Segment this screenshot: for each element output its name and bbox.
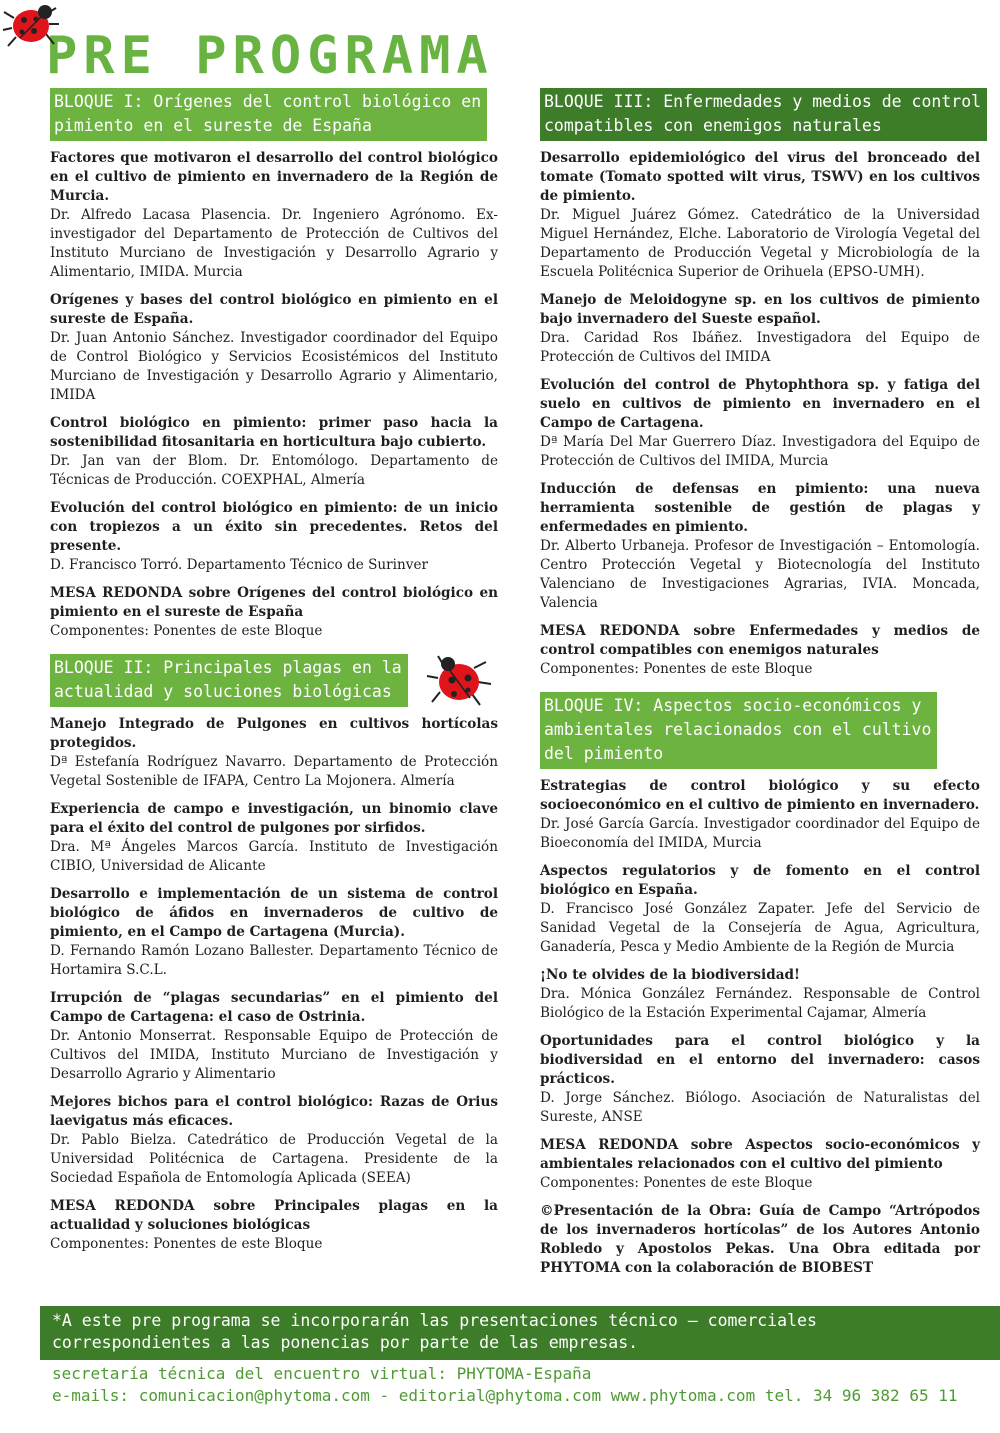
block2-round-table: MESA REDONDA sobre Principales plagas en la actualidad y soluciones biológicas Componentes: Ponentes de este Bloque bbox=[50, 1198, 498, 1252]
block1-item: Factores que motivaron el desarrollo del control biológico en el cultivo de pimiento en invernadero de la Región de Murcia. Dr. Alfredo Lacasa Plasencia. Dr. Ingeniero Agrónomo. Ex-investigador del Departamento de Protección de Cultivos del Instituto Murciano de Investigación y Desarrollo Agrario y Alimentario, IMIDA. Murcia bbox=[50, 150, 498, 280]
block3-round-table: MESA REDONDA sobre Enfermedades y medios de control compatibles con enemigos naturales Componentes: Ponentes de este Bloque bbox=[540, 623, 980, 677]
block2-item: Desarrollo e implementación de un sistema de control biológico de áfidos en invernaderos de cultivo de pimiento, en el Campo de Cartagena (Murcia). D. Fernando Ramón Lozano Ballester. Departamento Técnico de Hortamira S.C.L. bbox=[50, 886, 498, 978]
right-column bbox=[540, 88, 980, 1287]
block4-item: Estrategias de control biológico y su efecto socioeconómico en el cultivo de pimiento en invernadero. Dr. José García García. Investigador coordinador del Equipo de Bioeconomía del IMIDA, Murcia bbox=[540, 778, 980, 851]
block3-item: Desarrollo epidemiológico del virus del bronceado del tomate (Tomato spotted wilt virus, TSWV) en los cultivos de pimiento. Dr. Miguel Juárez Gómez. Catedrático de la Universidad Miguel Hernández, Elche. Laboratorio de Virología Vegetal del Departamento de Producción Vegetal y Microbiología de la Escuela Politécnica Superior de Orihuela (EPSO-UMH). bbox=[540, 150, 980, 280]
block1-item: Orígenes y bases del control biológico en pimiento en el sureste de España. Dr. Juan Antonio Sánchez. Investigador coordinador del Equipo de Control Biológico y Servicios Ecosistémicos del Instituto Murciano de Investigación y Desarrollo Agrario y Alimentario, IMIDA bbox=[50, 292, 498, 403]
secretaria-line: secretaría técnica del encuentro virtual: PHYTOMA-España bbox=[52, 1364, 592, 1383]
page-title: PRE PROGRAMA bbox=[46, 26, 494, 86]
block1-round-table: MESA REDONDA sobre Orígenes del control biológico en pimiento en el sureste de España Componentes: Ponentes de este Bloque bbox=[50, 585, 498, 639]
block1-header: BLOQUE I: Orígenes del control biológico en pimiento en el sureste de España bbox=[50, 88, 487, 141]
book-presentation: ©Presentación de la Obra: Guía de Campo “Artrópodos de los invernaderos hortícolas” de los Autores Antonio Robledo y Apostolos Pekas. Una Obra editada por PHYTOMA con la colaboración de BIOBEST bbox=[540, 1203, 980, 1276]
block4-item: Oportunidades para el control biológico y la biodiversidad en el entorno del invernadero: casos prácticos. D. Jorge Sánchez. Biólogo. Asociación de Naturalistas del Sureste, ANSE bbox=[540, 1033, 980, 1125]
block4-item: ¡No te olvides de la biodiversidad! Dra. Mónica González Fernández. Responsable de Control Biológico de la Estación Experimental Cajamar, Almería bbox=[540, 967, 980, 1021]
block3-item: Manejo de Meloidogyne sp. en los cultivos de pimiento bajo invernadero del Sueste español. Dra. Caridad Ros Ibáñez. Investigadora del Equipo de Protección de Cultivos del IMIDA bbox=[540, 292, 980, 365]
block2-header: BLOQUE II: Principales plagas en la actualidad y soluciones biológicas bbox=[50, 654, 408, 707]
block4-item: Aspectos regulatorios y de fomento en el control biológico en España. D. Francisco José González Zapater. Jefe del Servicio de Sanidad Vegetal de la Consejería de Agua, Agricultura, Ganadería, Pesca y Medio Ambiente de la Región de Murcia bbox=[540, 863, 980, 955]
block3-item: Evolución del control de Phytophthora sp. y fatiga del suelo en cultivos de pimiento en invernadero en el Campo de Cartagena. Dª María Del Mar Guerrero Díaz. Investigadora del Equipo de Protección de Cultivos del IMIDA, Murcia bbox=[540, 377, 980, 469]
block4-round-table: MESA REDONDA sobre Aspectos socio-económicos y ambientales relacionados con el cultivo del pimiento Componentes: Ponentes de este Bloque bbox=[540, 1137, 980, 1191]
ladybug-icon bbox=[2, 0, 60, 50]
block2-item: Irrupción de “plagas secundarias” en el pimiento del Campo de Cartagena: el caso de Ostrinia. Dr. Antonio Monserrat. Responsable Equipo de Protección de Cultivos del IMIDA, Instituto Murciano de Investigación y Desarrollo Agrario y Alimentario bbox=[50, 990, 498, 1082]
block3-item: Inducción de defensas en pimiento: una nueva herramienta sostenible de gestión de plagas y enfermedades en pimiento. Dr. Alberto Urbaneja. Profesor de Investigación – Entomología. Centro Protección Vegetal y Biotecnología del Instituto Valenciano de Investigaciones Agrarias, IVIA. Moncada, Valencia bbox=[540, 481, 980, 611]
block1-item: Evolución del control biológico en pimiento: de un inicio con tropiezos a un éxito sin precedentes. Retos del presente. D. Francisco Torró. Departamento Técnico de Surinver bbox=[50, 500, 498, 573]
contact-line: e-mails: comunicacion@phytoma.com - editorial@phytoma.com www.phytoma.com tel. 34 96 382 65 11 bbox=[52, 1386, 958, 1405]
block2-item: Mejores bichos para el control biológico: Razas de Orius laevigatus más eficaces. Dr. Pablo Bielza. Catedrático de Producción Vegetal de la Universidad Politécnica de Cartagena. Presidente de la Sociedad Española de Entomología Aplicada (SEEA) bbox=[50, 1094, 498, 1186]
block4-header: BLOQUE IV: Aspectos socio-económicos y ambientales relacionados con el cultivo del pimiento bbox=[540, 692, 937, 769]
block1-item: Control biológico en pimiento: primer paso hacia la sostenibilidad fitosanitaria en horticultura bajo cubierto. Dr. Jan van der Blom. Dr. Entomólogo. Departamento de Técnicas de Producción. COEXPHAL, Almería bbox=[50, 415, 498, 488]
footer-note-banner: *A este pre programa se incorporarán las presentaciones técnico – comerciales correspondientes a las ponencias por parte de las empresas. bbox=[40, 1306, 1000, 1360]
block3-header: BLOQUE III: Enfermedades y medios de control compatibles con enemigos naturales bbox=[540, 88, 987, 141]
block2-item: Experiencia de campo e investigación, un binomio clave para el éxito del control de pulgones por sirfidos. Dra. Mª Ángeles Marcos García. Instituto de Investigación CIBIO, Universidad de Alicante bbox=[50, 801, 498, 874]
block2-item: Manejo Integrado de Pulgones en cultivos hortícolas protegidos. Dª Estefanía Rodríguez Navarro. Departamento de Protección Vegetal Sostenible de IFAPA, Centro La Mojonera. Almería bbox=[50, 716, 498, 789]
ladybug-icon bbox=[424, 652, 494, 708]
